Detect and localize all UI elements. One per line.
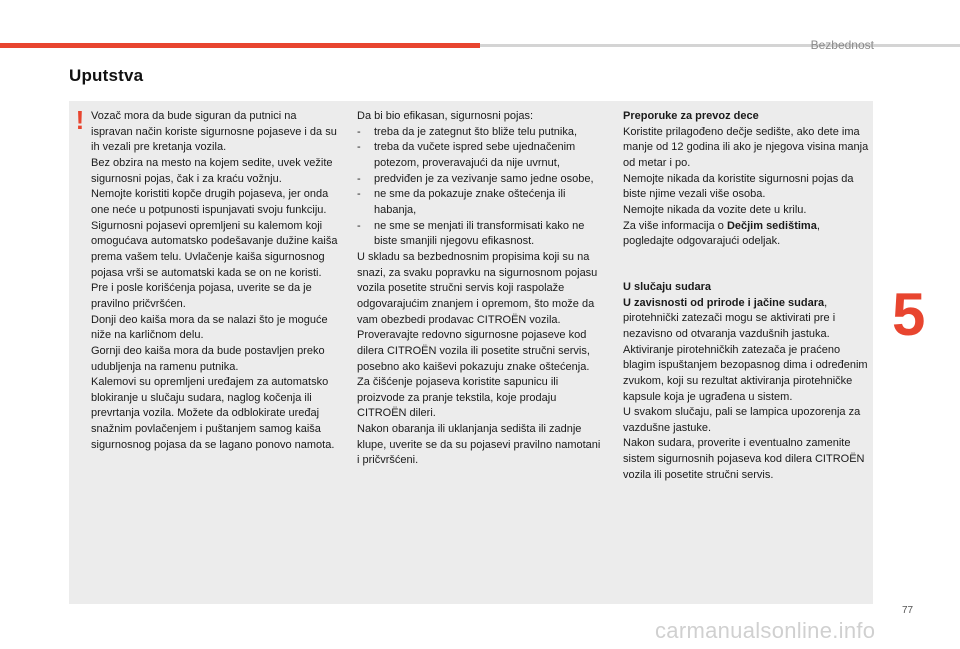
list-item: - predviđen je za vezivanje samo jedne osobe, <box>357 172 594 185</box>
children-paragraph: Nemojte nikada da vozite dete u krilu. <box>623 203 807 216</box>
warning-paragraph: Bez obzira na mesto na kojem sedite, uvek vežite sigurnosni pojas, čak i za kraću vožnju. <box>91 156 333 185</box>
children-paragraph: Koristite prilagođeno dečje sedište, ako dete ima manje od 12 godina ili ako je njegova visina manja od metar i po. <box>623 125 869 169</box>
crash-paragraph: U svakom slučaju, pali se lampica upozorenja za vazdušne jastuke. <box>623 406 861 434</box>
warning-paragraph: Pre i posle korišćenja pojasa, uverite se da je pravilno pričvršćen. <box>91 282 312 310</box>
children-reference: Za više informacija o Dečjim sedištima, pogledajte odgovarajući odeljak. <box>623 219 820 248</box>
belt-paragraph: Proveravajte redovno sigurnosne pojaseve kod dilera CITROËN vozila ili posetite stručni servis, posebno ako kaiševi pokazuju znake oštećenja. <box>357 329 590 373</box>
column-belt-usage <box>357 109 605 469</box>
warning-paragraph: Donji deo kaiša mora da se nalazi što je moguće niže na karličnom delu. <box>91 313 328 342</box>
child-seats-reference-link: Dečjim sedištima <box>726 219 817 232</box>
section-name: Bezbednost <box>810 38 874 52</box>
watermark: carmanualsonline.info <box>655 618 876 643</box>
list-item: - ne sme da pokazuje znake oštećenja ili habanja, <box>357 188 566 216</box>
warning-paragraph: Kalemovi su opremljeni uređajem za automatsko blokiranje u slučaju sudara, naglog kočenja ili prevrtanja vozila. Možete da odblokirate uređaj snažnim povlačenjem i puštanjem samog kaiša sigurnosnog pojasa da se lagano ponovo namota. <box>91 376 335 451</box>
list-item: - ne sme se menjati ili transformisati kako ne biste smanjili njegovu efikasnost. <box>357 219 585 248</box>
warning-paragraph: Sigurnosni pojasevi opremljeni su kalemom koji omogućava automatsko podešavanje dužine kaiša prema vašem telu. Uvlačenje kaiša sigurnosnog pojasa vrši se automatski kada se on ne koristi. <box>91 219 338 279</box>
spacer <box>623 250 871 280</box>
children-heading: Preporuke za prevoz dece <box>623 110 759 122</box>
belt-paragraph: Nakon obaranja ili uklanjanja sedišta ili zadnje klupe, uverite se da su pojasevi pravilno namotani i pričvršćeni. <box>357 423 601 467</box>
warning-icon: ! <box>75 105 85 135</box>
belt-intro: Da bi bio efikasan, sigurnosni pojas: <box>357 110 534 122</box>
belt-paragraph: U skladu sa bezbednosnim propisima koji su na snazi, za svaku popravku na sigurnosnom pojasu vozila posetite stručni servis koji raspolaže odgovarajućim znanjem i opremom, što može da vam obezbedi prodavac CITROËN vozila. <box>357 250 598 326</box>
list-item: - treba da je zategnut što bliže telu putnika, <box>357 125 578 138</box>
warning-paragraph: Vozač mora da bude siguran da putnici na ispravan način koriste sigurnosne pojaseve i da su ih vezali pre kretanja vozila. <box>91 110 337 154</box>
list-item: - treba da vučete ispred sebe ujednačenim potezom, proveravajući da nije uvrnut, <box>357 141 576 169</box>
page-title: Uputstva <box>69 66 144 85</box>
children-paragraph: Nemojte nikada da koristite sigurnosni pojas da biste njime vezali više osoba. <box>623 172 854 201</box>
crash-paragraph: Nakon sudara, proverite i eventualno zamenite sistem sigurnosnih pojaseva kod dilera CITROËN vozila ili posetite stručni servis. <box>623 437 865 481</box>
chapter-number: 5 <box>892 281 926 348</box>
warning-paragraph: Gornji deo kaiša mora da bude postavljen preko udubljenja na ramenu putnika. <box>91 344 325 373</box>
column-warning <box>91 109 341 453</box>
header-divider <box>480 44 960 47</box>
warning-paragraph: Nemojte koristiti kopče drugih pojaseva, jer onda one neće u potpunosti ispunjavati svoju funkciju. <box>91 188 329 216</box>
crash-heading: U slučaju sudara <box>623 280 712 293</box>
belt-paragraph: Za čišćenje pojaseva koristite sapunicu ili proizvode za pranje tekstila, koje prodaju CITROËN dileri. <box>357 376 559 420</box>
header-accent-bar <box>0 43 480 48</box>
crash-paragraph: Aktiviranje pirotehničkih zatezača je praćeno blagim ispuštanjem bezopasnog dima i određenim zvukom, koji su rezultat aktiviranja pirotehničke kapsule koja je ugrađena u sistem. <box>623 343 868 403</box>
crash-intro: U zavisnosti od prirode i jačine sudara, pirotehnički zatezači mogu se aktivirati pre i nezavisno od otvaranja vazdušnih jastuka. <box>623 296 836 340</box>
column-children-crash <box>623 109 871 483</box>
page-number: 77 <box>902 605 914 616</box>
